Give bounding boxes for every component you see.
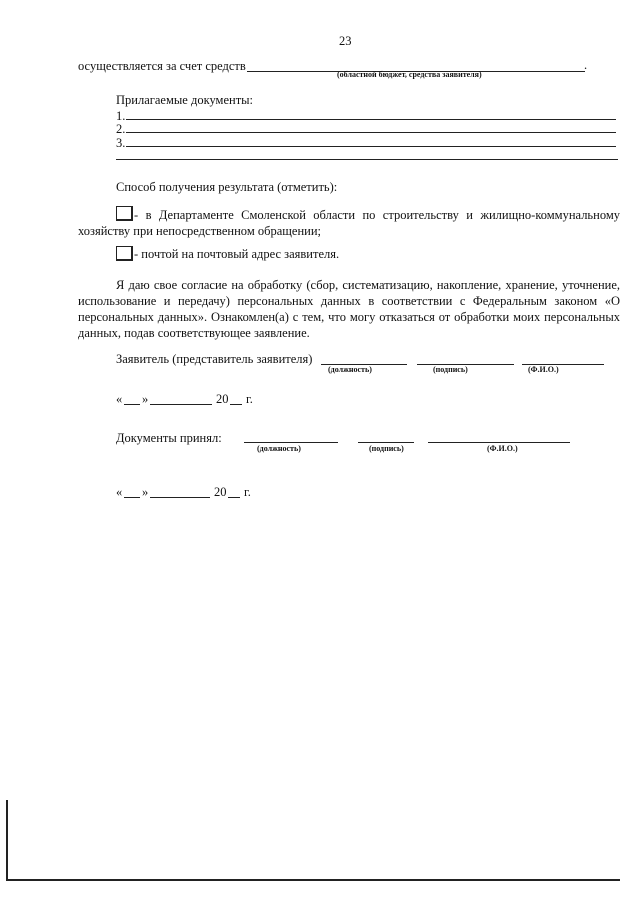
page-number: 23 — [339, 34, 352, 48]
applicant-position-caption: (должность) — [328, 365, 372, 374]
applicant-signature-caption: (подпись) — [433, 365, 468, 374]
delivery-heading: Способ получения результата (отметить): — [116, 180, 338, 194]
consent-text: Я даю свое согласие на обработку (сбор, систематизацию, накопление, хранение, уточнение, использование и передачу) персональных данных в соответствии с Федеральным законом «О персональных данных». Ознакомлен(а) с тем, что могу отказаться от обработки моих персональных данных, подав соответствующее заявление. — [78, 278, 620, 340]
delivery-option-2-text: - почтой на почтовый адрес заявителя. — [134, 247, 340, 261]
receiver-position-field[interactable] — [244, 442, 338, 443]
attachment-1-label: 1. — [116, 109, 126, 123]
applicant-date-close-quote: » — [142, 392, 149, 406]
funding-caption: (областной бюджет, средства заявителя) — [337, 70, 482, 79]
receiver-date-suffix: г. — [244, 485, 251, 499]
funding-label: осуществляется за счет средств — [78, 59, 246, 73]
applicant-date-day-field[interactable] — [124, 404, 140, 405]
applicant-date-open-quote: « — [116, 392, 123, 406]
attachment-2-underline — [126, 132, 616, 133]
receiver-date-year-field[interactable] — [228, 497, 240, 498]
applicant-date-year-prefix: 20 — [216, 392, 229, 406]
receiver-date-close-quote: » — [142, 485, 149, 499]
attachment-extra-underline — [116, 159, 618, 160]
applicant-date-year-field[interactable] — [230, 404, 242, 405]
receiver-signature-field[interactable] — [358, 442, 414, 443]
scan-frame-bottom-edge — [6, 879, 620, 881]
delivery-option-1-text: - в Департаменте Смоленской области по строительству и жилищно-коммунальному хозяйству при непосредственном обращении; — [78, 208, 620, 238]
scan-frame-left-edge — [6, 800, 8, 880]
receiver-name-field[interactable] — [428, 442, 570, 443]
receiver-date-month-field[interactable] — [150, 497, 210, 498]
receiver-signature-caption: (подпись) — [369, 444, 404, 453]
attachment-3-underline — [126, 146, 616, 147]
delivery-option-2-checkbox[interactable] — [116, 246, 133, 261]
attachment-1-underline — [126, 119, 616, 120]
receiver-date-open-quote: « — [116, 485, 123, 499]
applicant-name-caption: (Ф.И.О.) — [528, 365, 559, 374]
attachments-heading: Прилагаемые документы: — [116, 93, 254, 107]
applicant-date-month-field[interactable] — [150, 404, 212, 405]
receiver-label: Документы принял: — [116, 431, 222, 445]
attachment-3-label: 3. — [116, 136, 126, 150]
receiver-position-caption: (должность) — [257, 444, 301, 453]
receiver-date-year-prefix: 20 — [214, 485, 227, 499]
applicant-date-suffix: г. — [246, 392, 253, 406]
receiver-name-caption: (Ф.И.О.) — [487, 444, 518, 453]
funding-end-mark: . — [584, 58, 588, 72]
receiver-date-day-field[interactable] — [124, 497, 140, 498]
applicant-label: Заявитель (представитель заявителя) — [116, 352, 313, 366]
attachment-2-label: 2. — [116, 122, 126, 136]
